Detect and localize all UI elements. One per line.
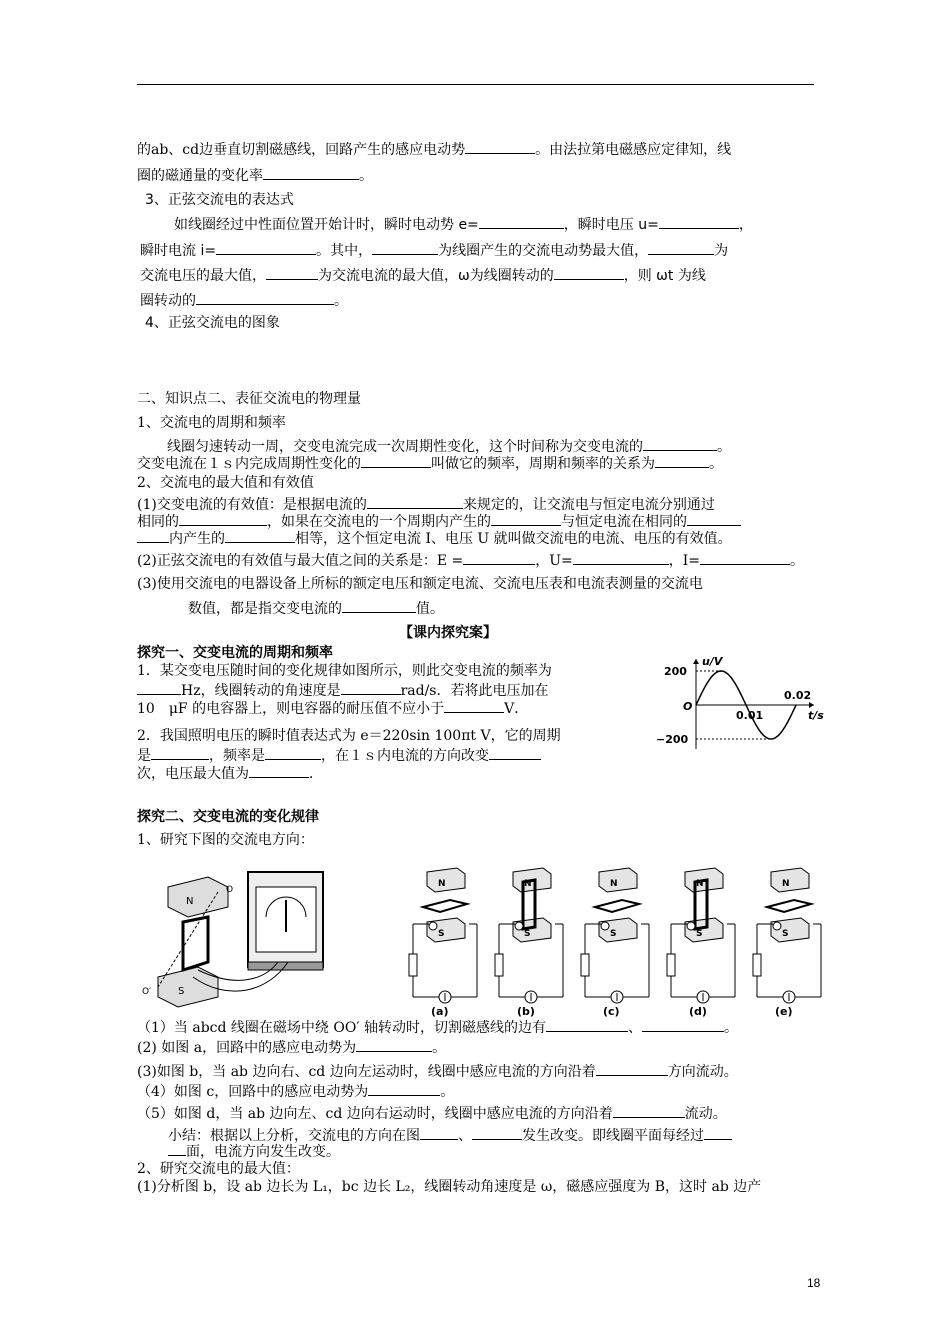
- text-line: 小结：根据以上分析，交流电的方向在图 、 发生改变。即线圈平面每经过: [168, 1125, 732, 1145]
- magnet-s-label: S: [696, 929, 703, 939]
- text-line: 瞬时电流 i= 。其中， 为线圈产生的交流电动势最大值， 为: [140, 240, 728, 260]
- slip-ring: [687, 922, 695, 930]
- y-axis-label: u/V: [702, 655, 723, 668]
- resistor: [753, 954, 761, 976]
- figure-label: (e): [775, 1005, 793, 1018]
- x-axis-label: t/s: [808, 709, 824, 722]
- axis-o2-label: O′: [142, 987, 152, 997]
- origin-label: O: [683, 700, 693, 713]
- text-line: Hz，线圈转动的角速度是 rad/s．若将此电压加在: [137, 680, 549, 700]
- coil-figure: [581, 868, 649, 1018]
- figure-label: (c): [603, 1005, 620, 1018]
- figure-label: (d): [689, 1005, 707, 1018]
- coil-figure: [409, 868, 477, 1018]
- sine-graph: [650, 655, 824, 760]
- magnet-s-label: S: [178, 986, 185, 997]
- text-line: 10 μF 的电容器上，则电容器的耐压值不应小于 V．: [137, 698, 528, 718]
- text-line: 交变电流在１ｓ内完成周期性变化的 叫做它的频率，周期和频率的关系为 。: [137, 453, 723, 473]
- coil: [423, 900, 467, 912]
- x-axis-arrow: [809, 702, 814, 708]
- magnet-n-pole: [168, 877, 228, 917]
- y-tick-label: −200: [656, 733, 689, 746]
- resistor: [667, 954, 675, 976]
- text-line: (1)交变电流的有效值：是根据电流的 来规定的，让交流电与恒定电流分别通过: [137, 494, 715, 514]
- text-line: 是 ，频率是 ，在１ｓ内电流的方向改变: [137, 745, 541, 765]
- text-line: (2) 如图 a，回路中的感应电动势为 。: [137, 1037, 446, 1057]
- resistor: [409, 954, 417, 976]
- coil-figure: [667, 868, 735, 1018]
- section-heading: 探究二、交变电流的变化规律: [137, 809, 319, 825]
- text-line: 的ab、cd边垂直切割磁感线，回路产生的感应电动势 。由法拉第电磁感应定律知，线: [137, 139, 731, 159]
- magnet-n-label: N: [696, 879, 704, 889]
- text-line: 2、研究交流电的最大值：: [137, 1161, 300, 1177]
- slip-ring: [773, 922, 781, 930]
- text-line: (3)使用交流电的电器设备上所标的额定电压和额定电流、交流电压表和电流表测量的交流电: [137, 576, 703, 592]
- coil: [183, 917, 208, 970]
- text-line: （4）如图 c，回路中的感应电动势为 。: [137, 1081, 454, 1101]
- coil-rotation-figures: [405, 862, 835, 1017]
- text-line: 2、交流电的最大值和有效值: [137, 475, 314, 491]
- magnet-n-label: N: [782, 879, 790, 889]
- text-line: 内产生的 相等，这个恒定电流 I、电压 U 就叫做交流电的电流、电压的有效值。: [137, 528, 732, 548]
- magnet-n-pole: [599, 868, 637, 892]
- magnet-n-label: N: [524, 879, 532, 889]
- text-line: 面，电流方向发生改变。: [168, 1141, 340, 1161]
- page-number: 18: [807, 1276, 821, 1290]
- coil-figure: [753, 868, 821, 1018]
- text-line: (3)如图 b，当 ab 边向右、cd 边向左运动时，线圈中感应电流的方向沿着 方向流动。: [137, 1061, 738, 1081]
- text-line: 1、研究下图的交流电方向：: [137, 832, 314, 848]
- section-heading: 探究一、交变电流的周期和频率: [137, 645, 333, 661]
- coil: [595, 900, 639, 912]
- text-line: （1）当 abcd 线圈在磁场中绕 OO′ 轴转动时，切割磁感线的边有 、 。: [137, 1017, 738, 1037]
- text-line: 如线圈经过中性面位置开始计时，瞬时电动势 e= ，瞬时电压 u= ，: [174, 214, 753, 234]
- text-line: 圈转动的 。: [140, 290, 348, 310]
- axis-o-label: O: [226, 885, 234, 895]
- text-line: （5）如图 d，当 ab 边向左、cd 边向右运动时，线圈中感应电流的方向沿着 流动。: [137, 1103, 727, 1123]
- magnet-n-label: N: [610, 879, 618, 889]
- section-heading: 二、知识点二、表征交流电的物理量: [137, 391, 361, 407]
- magnet-s-label: S: [782, 929, 789, 939]
- text-line: 1．某交变电压随时间的变化规律如图所示，则此交变电流的频率为: [137, 663, 552, 679]
- slip-ring: [601, 922, 609, 930]
- magnet-s-label: S: [524, 929, 531, 939]
- text-line: 2．我国照明电压的瞬时值表达式为 e＝220sin 100πt V，它的周期: [137, 728, 561, 744]
- section-title: 【课内探究案】: [399, 625, 497, 641]
- resistor: [581, 954, 589, 976]
- section-heading: 3、正弦交流电的表达式: [145, 192, 294, 208]
- slip-ring: [429, 922, 437, 930]
- text-line: 交流电压的最大值， 为交流电流的最大值，ω为线圈转动的 ，则 ωt 为线: [140, 265, 706, 285]
- coil-figure: [495, 868, 563, 1018]
- magnet-n-label: N: [186, 896, 194, 907]
- header-rule: [137, 84, 814, 85]
- text-line: 线圈匀速转动一周，交变电流完成一次周期性变化，这个时间称为交变电流的 。: [167, 436, 731, 456]
- text-line: 圈的磁通量的变化率 。: [137, 165, 373, 185]
- y-tick-label: 200: [664, 665, 687, 678]
- figure-label: (b): [517, 1005, 535, 1018]
- magnet-n-pole: [427, 868, 465, 892]
- magnet-n-pole: [771, 868, 809, 892]
- x-tick-label: 0.01: [736, 709, 764, 722]
- generator-apparatus-figure: [138, 862, 338, 1012]
- text-line: (1)分析图 b，设 ab 边长为 L₁，bc 边长 L₂，线圈转动角速度是 ω，磁感应强度为 B，这时 ab 边产: [137, 1179, 762, 1195]
- text-line: 相同的 ，如果在交流电的一个周期内产生的 与恒定电流在相同的: [137, 511, 741, 531]
- figure-label: (a): [431, 1005, 449, 1018]
- y-axis-arrow: [693, 659, 699, 664]
- section-heading: 4、正弦交流电的图象: [145, 315, 280, 331]
- magnet-n-label: N: [438, 879, 446, 889]
- text-line: 1、交流电的周期和频率: [137, 415, 286, 431]
- resistor: [495, 954, 503, 976]
- text-line: (2)正弦交流电的有效值与最大值之间的关系是：E = ，U= ，I= 。: [137, 550, 804, 570]
- magnet-s-label: S: [610, 929, 617, 939]
- x-tick-label: 0.02: [784, 689, 812, 702]
- magnet-s-label: S: [438, 929, 445, 939]
- text-line: 次，电压最大值为 ．: [137, 763, 323, 783]
- slip-ring: [515, 922, 523, 930]
- text-line: 数值，都是指交变电流的 值。: [188, 598, 444, 618]
- coil: [767, 900, 811, 912]
